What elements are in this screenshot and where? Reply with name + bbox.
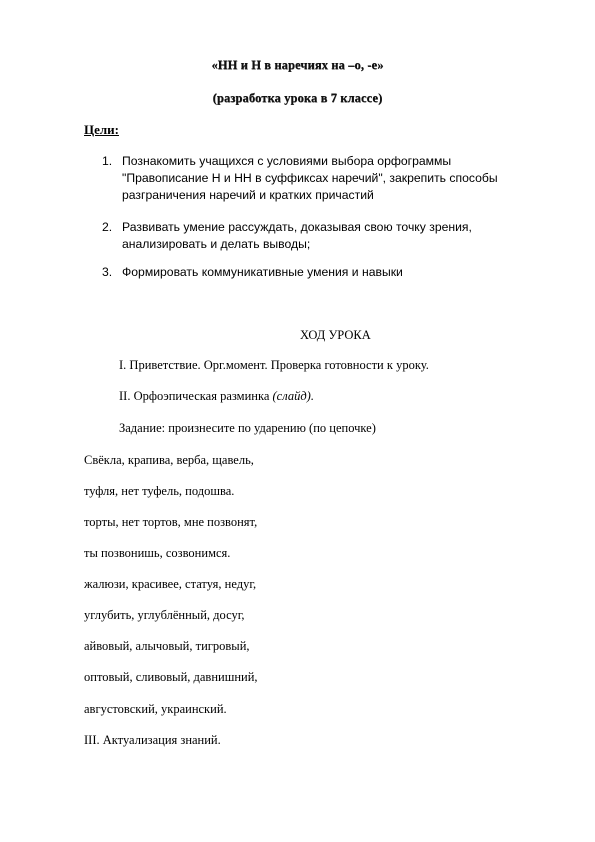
goal-item-2 (102, 219, 542, 253)
document-subtitle: (разработка урока в 7 классе) (212, 91, 383, 105)
goals-heading: Цели: (84, 122, 119, 137)
word-line: оптовый, сливовый, давнишний, (84, 670, 258, 684)
word-line: жалюзи, красивее, статуя, недуг, (84, 577, 257, 591)
word-line: ты позвонишь, созвонимся. (84, 546, 231, 560)
word-line: торты, нет тортов, мне позвонят, (84, 515, 258, 529)
goal-line: Познакомить учащихся с условиями выбора орфограммы (122, 154, 452, 168)
section-heading: ХОД УРОКА (300, 328, 371, 342)
goal-line: Развивать умение рассуждать, доказывая свою точку зрения, (122, 220, 472, 234)
goal-number: 2. (102, 220, 113, 234)
goal-number: 1. (102, 154, 113, 168)
step-3-text: III. Актуализация знаний. (84, 733, 221, 747)
goal-line: анализировать и делать выводы; (122, 237, 311, 251)
word-line: углубить, углублённый, досуг, (84, 608, 245, 622)
step-2-slide-note: (слайд). (272, 389, 314, 403)
goal-item-1 (102, 153, 542, 204)
step-1-text: I. Приветствие. Орг.момент. Проверка готовности к уроку. (119, 358, 429, 372)
word-line: Свёкла, крапива, верба, щавель, (84, 453, 254, 467)
goal-line: "Правописание Н и НН в суффиксах наречий", закрепить способы (122, 171, 498, 185)
word-line: туфля, нет туфель, подошва. (84, 484, 235, 498)
document-title: «НН и Н в наречиях на –о, -е» (211, 58, 384, 72)
task-text: Задание: произнесите по ударению (по цепочке) (119, 421, 376, 435)
step-2-text: II. Орфоэпическая разминка (119, 389, 273, 403)
word-line: августовский, украинский. (84, 702, 227, 716)
word-line: айвовый, алычовый, тигровый, (84, 639, 250, 653)
goal-line: разграничения наречий и кратких причастий (122, 188, 374, 202)
goal-number: 3. (102, 265, 113, 279)
step-2-line (119, 389, 314, 404)
goal-line: Формировать коммуникативные умения и навыки (122, 265, 403, 279)
goal-item-3 (102, 264, 542, 281)
